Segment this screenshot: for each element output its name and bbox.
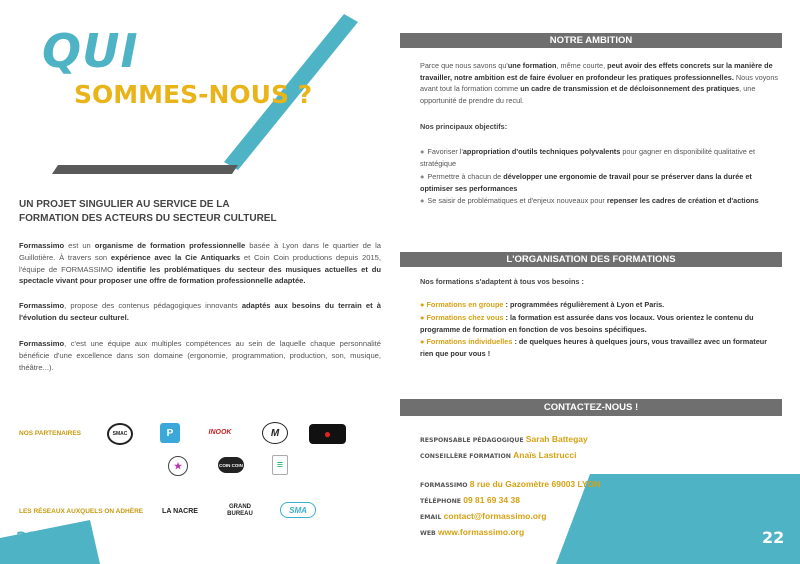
organisation-title-bar: L'ORGANISATION DES FORMATIONS: [400, 252, 782, 267]
hero-title-sommes-nous: SOMMES-NOUS ?: [74, 80, 313, 109]
intro-paragraph: Formassimo est un organisme de formation professionnelle basée à Lyon dans le quartier de la Guillotière. À travers son expérience avec la Cie Antiquarks et Coin Coin productions depuis 2015, l'équipe de FORMASSIMO identifie les problématiques du secteur des musiques actuelles et du spectacle vivant pour proposer une offre de formation professionnelle adaptée.: [19, 241, 382, 286]
grey-underline-stroke: [52, 165, 238, 174]
contact-website[interactable]: WEB www.formassimo.org: [420, 527, 525, 537]
bullet-icon: ●: [420, 147, 425, 156]
objective-item: ● Permettre à chacun de développer une ergonomie de travail pour se préserver dans la durée et optimiser ses performances: [420, 172, 752, 193]
partner-logo-round: ★: [168, 456, 188, 476]
organisation-item: ● Formations individuelles : de quelques heures à quelques jours, vous travaillez avec un formateur rien que pour vous !: [420, 337, 768, 358]
network-logo-lanacre: LA NACRE: [162, 507, 198, 515]
contact-email[interactable]: EMAIL contact@formassimo.org: [420, 511, 547, 521]
partner-logo-p: P: [160, 423, 180, 443]
network-logo-sma: SMA: [280, 502, 316, 518]
contact-conseillere: CONSEILLÈRE FORMATION Anaïs Lastrucci: [420, 450, 577, 460]
contact-title-bar: CONTACTEZ-NOUS !: [400, 399, 782, 416]
left-bottom-teal-shape: [0, 520, 100, 564]
content-paragraph: Formassimo, propose des contenus pédagogiques innovants adaptés aux besoins du terrain et à l'évolution du secteur culturel.: [19, 301, 381, 322]
ambition-title-bar: NOTRE AMBITION: [400, 33, 782, 48]
organisation-item: ● Formations chez vous : la formation est assurée dans vos locaux. Vous orientez le contenu du programme de formation en fonction de vos besoins spécifiques.: [420, 313, 754, 334]
bullet-icon: ●: [420, 172, 425, 181]
network-logo-grandbureau: GRAND BUREAU: [227, 504, 253, 517]
objective-item: ● Se saisir de problématiques et d'enjeux nouveaux pour repenser les cadres de création et d'actions: [420, 196, 759, 205]
hero-title-qui: QUI: [42, 24, 139, 78]
objectives-title: Nos principaux objectifs:: [420, 122, 508, 131]
bullet-icon: ●: [420, 313, 425, 322]
contact-address: FORMASSIMO 8 rue du Gazomètre 69003 LYON: [420, 479, 601, 489]
page-number-left: 21: [16, 528, 39, 547]
partners-label: NOS PARTENAIRES: [19, 430, 81, 437]
left-heading: UN PROJET SINGULIER AU SERVICE DE LA FORMATION DES ACTEURS DU SECTEUR CULTUREL: [19, 199, 277, 224]
contact-responsable: RESPONSABLE PÉDAGOGIQUE Sarah Battegay: [420, 434, 588, 444]
organisation-intro: Nos formations s'adaptent à tous vos besoins :: [420, 277, 584, 286]
organisation-item: ● Formations en groupe : programmées régulièrement à Lyon et Paris.: [420, 300, 665, 309]
ambition-paragraph: Parce que nous savons qu'une formation, même courte, peut avoir des effets concrets sur la manière de travailler, notre ambition est de faire évoluer en profondeur les pratiques professionnelles. Nous voyons avant tout la formation comme un cadre de transmission et de décloisonnement des pratiques, une opportunité de prendre du recul.: [420, 61, 779, 105]
partner-logo-inook: INOOK: [208, 428, 232, 436]
bullet-icon: ●: [420, 337, 425, 346]
partner-logo-emblem: ≡: [272, 455, 288, 475]
partner-logo-red: ●: [309, 424, 346, 444]
partner-logo-coincoin: COIN COIN: [218, 457, 244, 473]
partner-logo-m: M: [262, 422, 288, 444]
bullet-icon: ●: [420, 300, 425, 309]
team-paragraph: Formassimo, c'est une équipe aux multiples compétences au sein de laquelle chaque personnalité bénéficie d'une excellence dans son domaine (ergonomie, programmation, production, son, musique, théâtre...).: [19, 339, 381, 372]
networks-label: LES RÉSEAUX AUXQUELS ON ADHÈRE: [19, 508, 144, 515]
objective-item: ● Favoriser l'appropriation d'outils techniques polyvalents pour gagner en disponibilité qualitative et stratégique: [420, 147, 755, 168]
partner-logo-smac: SMAC: [107, 423, 133, 445]
page-number-right: 22: [762, 528, 785, 547]
bullet-icon: ●: [420, 196, 425, 205]
contact-phone: TÉLÉPHONE 09 81 69 34 38: [420, 495, 520, 505]
